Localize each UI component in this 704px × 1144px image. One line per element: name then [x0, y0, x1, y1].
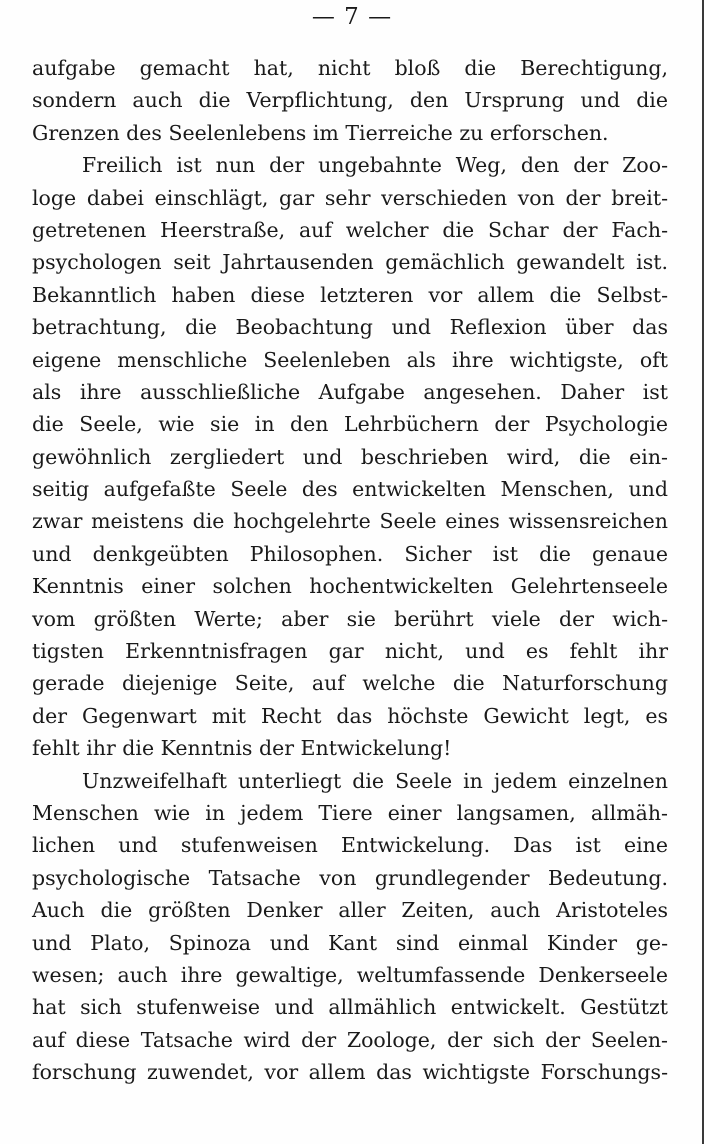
text-line: zwar meistens die hochgelehrte Seele eines wissensreichen [32, 509, 668, 534]
text-line: getretenen Heerstraße, auf welcher die Schar der Fach- [32, 217, 668, 242]
text-line: eigene menschliche Seelenleben als ihre wichtigste, oft [32, 347, 668, 372]
text-line: lichen und stufenweisen Entwickelung. Das ist eine [32, 833, 668, 858]
text-line: betrachtung, die Beobachtung und Reflexion über das [32, 315, 668, 340]
text-line: sondern auch die Verpflichtung, den Ursprung und die [32, 88, 668, 113]
text-line: Kenntnis einer solchen hochentwickelten Gelehrtenseele [32, 574, 668, 599]
text-line: Bekanntlich haben diese letzteren vor allem die Selbst- [32, 282, 668, 307]
text-line: seitig aufgefaßte Seele des entwickelten Menschen, und [32, 477, 668, 502]
text-line: hat sich stufenweise und allmählich entwickelt. Gestützt [32, 995, 668, 1020]
text-line: loge dabei einschlägt, gar sehr verschieden von der breit- [32, 185, 668, 210]
text-line: Menschen wie in jedem Tiere einer langsamen, allmäh- [32, 800, 668, 825]
text-line: Unzweifelhaft unterliegt die Seele in jedem einzelnen [82, 768, 668, 793]
text-line: tigsten Erkenntnisfragen gar nicht, und es fehlt ihr [32, 639, 668, 664]
text-line: gewöhnlich zergliedert und beschrieben wird, die ein- [32, 444, 668, 469]
text-line: Freilich ist nun der ungebahnte Weg, den der Zoo- [82, 153, 668, 178]
text-line: Auch die größten Denker aller Zeiten, auch Aristoteles [32, 898, 668, 923]
text-line: forschung zuwendet, vor allem das wichtigste Forschungs- [32, 1060, 668, 1085]
text-line: psychologen seit Jahrtausenden gemächlich gewandelt ist. [32, 250, 668, 275]
text-line: wesen; auch ihre gewaltige, weltumfassende Denkerseele [32, 962, 668, 987]
text-line: vom größten Werte; aber sie berührt viele der wich- [32, 606, 668, 631]
text-line: der Gegenwart mit Recht das höchste Gewicht legt, es [32, 703, 668, 728]
text-line: und denkgeübten Philosophen. Sicher ist die genaue [32, 541, 668, 566]
body-text [32, 52, 668, 1089]
page-number-header: — 7 — [311, 4, 393, 30]
text-line: aufgabe gemacht hat, nicht bloß die Berechtigung, [32, 56, 668, 80]
text-line: die Seele, wie sie in den Lehrbüchern der Psychologie [32, 412, 668, 437]
text-line: gerade diejenige Seite, auf welche die Naturforschung [32, 671, 668, 696]
text-line: auf diese Tatsache wird der Zoologe, der sich der Seelen- [32, 1027, 668, 1052]
text-line: fehlt ihr die Kenntnis der Entwickelung! [32, 736, 452, 761]
text-line: und Plato, Spinoza und Kant sind einmal Kinder ge- [32, 930, 668, 955]
text-line: psychologische Tatsache von grundlegender Bedeutung. [32, 865, 668, 890]
text-line: als ihre ausschließliche Aufgabe angesehen. Daher ist [32, 379, 668, 404]
text-line: Grenzen des Seelenlebens im Tierreiche zu erforschen. [32, 120, 609, 145]
